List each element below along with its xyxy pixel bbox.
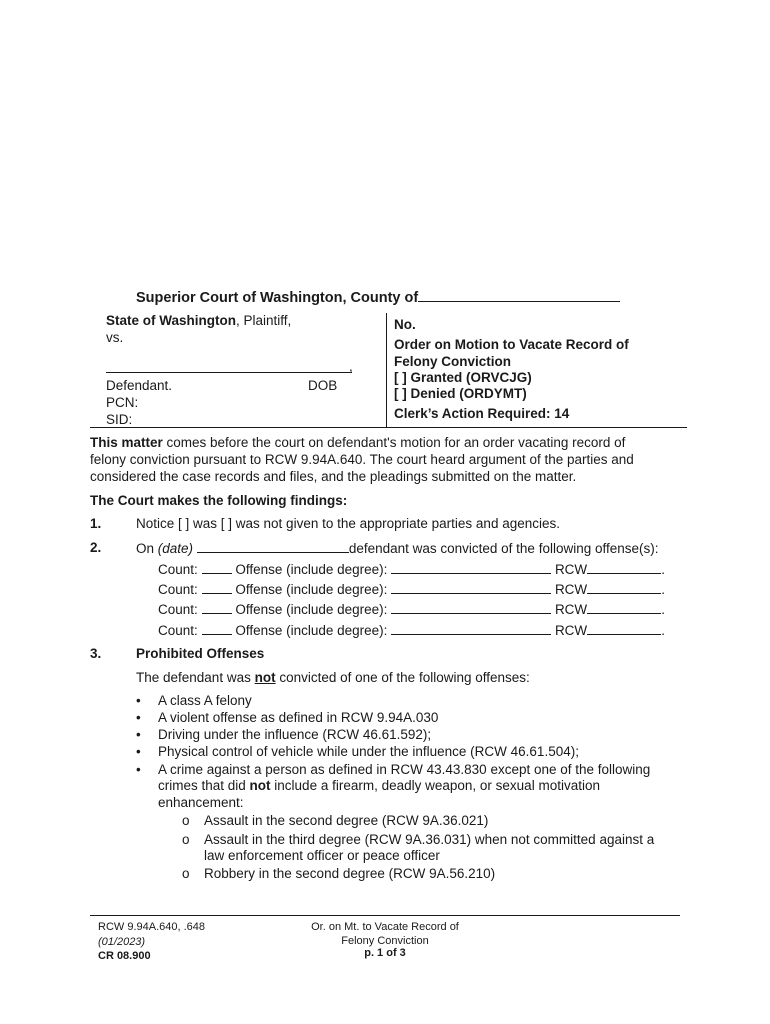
bullet-text: Driving under the influence (RCW 46.61.592); xyxy=(158,727,432,742)
rcw-blank[interactable] xyxy=(587,561,661,574)
intro-line3: considered the case records and files, and the pleadings submitted on the matter. xyxy=(90,469,577,484)
dob-label: DOB xyxy=(308,378,338,393)
defendant-label: Defendant. xyxy=(106,378,173,393)
count-blank[interactable] xyxy=(202,581,232,594)
case-number-label: No. xyxy=(394,317,416,332)
count-row xyxy=(158,561,665,579)
court-title-text: Superior Court of Washington, County of xyxy=(136,290,419,306)
period: . xyxy=(661,623,665,638)
granted-checkbox[interactable]: [ ] Granted (ORVCJG) xyxy=(394,370,532,385)
offense-blank[interactable] xyxy=(391,581,551,594)
bullet-text: Physical control of vehicle while under the influence (RCW 46.61.504); xyxy=(158,744,579,759)
caption-divider xyxy=(386,313,387,427)
footer-page-number: p. 1 of 3 xyxy=(364,947,406,959)
bullet5-not: not xyxy=(249,778,271,793)
sub-bullet-glyph: o xyxy=(182,832,190,847)
count-label: Count: xyxy=(158,562,198,577)
bullet-text: A crime against a person as defined in RCW 43.43.830 except one of the following xyxy=(158,762,651,777)
caption-bottom-rule xyxy=(90,427,687,428)
period: . xyxy=(661,602,665,617)
item3-number: 3. xyxy=(90,646,102,661)
bullet5-line3: enhancement: xyxy=(158,795,244,810)
item2-rest: defendant was convicted of the following offense(s): xyxy=(348,541,659,556)
item2-number: 2. xyxy=(90,540,102,555)
denied-checkbox[interactable]: [ ] Denied (ORDYMT) xyxy=(394,386,527,401)
defendant-name-blank[interactable] xyxy=(106,372,352,373)
item1-notice[interactable]: Notice [ ] was [ ] was not given to the appropriate parties and agencies. xyxy=(136,516,560,531)
pcn-label: PCN: xyxy=(106,395,139,410)
bullet-item xyxy=(136,710,439,727)
intro-line1 xyxy=(90,435,625,452)
bullet5-line2 xyxy=(158,778,600,795)
intro-line2: felony conviction pursuant to RCW 9.94A.640. The court heard argument of the parties and xyxy=(90,452,634,467)
offense-blank[interactable] xyxy=(391,622,551,635)
item3-heading: Prohibited Offenses xyxy=(136,646,265,661)
offense-label: Offense (include degree): xyxy=(235,562,388,577)
footer-rule xyxy=(90,915,680,916)
offense-blank[interactable] xyxy=(391,561,551,574)
count-blank[interactable] xyxy=(202,601,232,614)
sub-bullet-glyph: o xyxy=(182,866,190,881)
offense-label: Offense (include degree): xyxy=(235,602,388,617)
count-row xyxy=(158,581,665,599)
count-row xyxy=(158,622,665,640)
rcw-label: RCW xyxy=(554,582,588,597)
period: . xyxy=(661,582,665,597)
footer-title-line1: Or. on Mt. to Vacate Record of xyxy=(311,921,459,933)
footer-title-line2: Felony Conviction xyxy=(341,935,429,947)
offense-blank[interactable] xyxy=(391,601,551,614)
count-blank[interactable] xyxy=(202,561,232,574)
bullet5-l2b: include a firearm, deadly weapon, or sexual motivation xyxy=(270,778,600,793)
bullet-item xyxy=(136,727,432,744)
item3-lead-a: The defendant was xyxy=(136,670,255,685)
caption-comma: , xyxy=(349,359,353,374)
sub-bullet-text-cont: law enforcement officer or peace officer xyxy=(204,848,440,863)
count-label: Count: xyxy=(158,623,198,638)
vs-label: vs. xyxy=(106,330,124,345)
item2-date-label: (date) xyxy=(157,541,194,556)
sub-bullet-text: Assault in the third degree (RCW 9A.36.031) when not committed against a xyxy=(204,832,655,847)
item3-lead-b: convicted of one of the following offenses: xyxy=(275,670,530,685)
sub-bullet-text: Robbery in the second degree (RCW 9A.56.210) xyxy=(204,866,496,881)
sub-bullet-item xyxy=(182,813,489,830)
rcw-label: RCW xyxy=(554,623,588,638)
item3-lead xyxy=(136,670,530,687)
item1-number: 1. xyxy=(90,516,102,531)
bullet-item xyxy=(136,693,252,710)
sub-bullet-glyph: o xyxy=(182,813,190,828)
offense-label: Offense (include degree): xyxy=(235,582,388,597)
plaintiff-line xyxy=(106,313,291,329)
bullet-glyph: • xyxy=(136,744,141,759)
period: . xyxy=(661,562,665,577)
rcw-label: RCW xyxy=(554,602,588,617)
findings-heading: The Court makes the following findings: xyxy=(90,493,348,508)
rcw-blank[interactable] xyxy=(587,601,661,614)
bullet5-l2a: crimes that did xyxy=(158,778,250,793)
conviction-date-blank[interactable] xyxy=(197,540,349,553)
offense-label: Offense (include degree): xyxy=(235,623,388,638)
count-label: Count: xyxy=(158,582,198,597)
bullet-glyph: • xyxy=(136,727,141,742)
intro-text1: comes before the court on defendant's motion for an order vacating record of xyxy=(162,435,626,450)
bullet-text: A violent offense as defined in RCW 9.94A.030 xyxy=(158,710,439,725)
footer-rcw: RCW 9.94A.640, .648 xyxy=(98,921,206,933)
plaintiff-role: , Plaintiff, xyxy=(236,313,292,328)
rcw-blank[interactable] xyxy=(587,581,661,594)
county-blank[interactable] xyxy=(418,288,620,302)
bullet-glyph: • xyxy=(136,710,141,725)
footer-form-number: CR 08.900 xyxy=(98,950,151,962)
count-row xyxy=(158,601,665,619)
bullet-glyph: • xyxy=(136,693,141,708)
bullet-item xyxy=(136,744,579,761)
bullet-text: A class A felony xyxy=(158,693,252,708)
bullet-item xyxy=(136,762,651,779)
court-title xyxy=(136,288,620,306)
item2-text xyxy=(136,540,659,558)
rcw-label: RCW xyxy=(554,562,588,577)
count-blank[interactable] xyxy=(202,622,232,635)
order-title-line2: Felony Conviction xyxy=(394,354,512,369)
plaintiff-name: State of Washington xyxy=(106,313,236,328)
item3-not: not xyxy=(254,670,276,685)
rcw-blank[interactable] xyxy=(587,622,661,635)
bullet-glyph: • xyxy=(136,762,141,777)
footer-revision: (01/2023) xyxy=(98,936,146,948)
intro-lead: This matter xyxy=(90,435,163,450)
sid-label: SID: xyxy=(106,412,133,427)
sub-bullet-text: Assault in the second degree (RCW 9A.36.021) xyxy=(204,813,489,828)
sub-bullet-item xyxy=(182,832,655,849)
sub-bullet-item xyxy=(182,866,496,883)
clerk-action: Clerk’s Action Required: 14 xyxy=(394,406,570,421)
count-label: Count: xyxy=(158,602,198,617)
order-title-line1: Order on Motion to Vacate Record of xyxy=(394,337,629,352)
item2-on: On xyxy=(136,541,158,556)
